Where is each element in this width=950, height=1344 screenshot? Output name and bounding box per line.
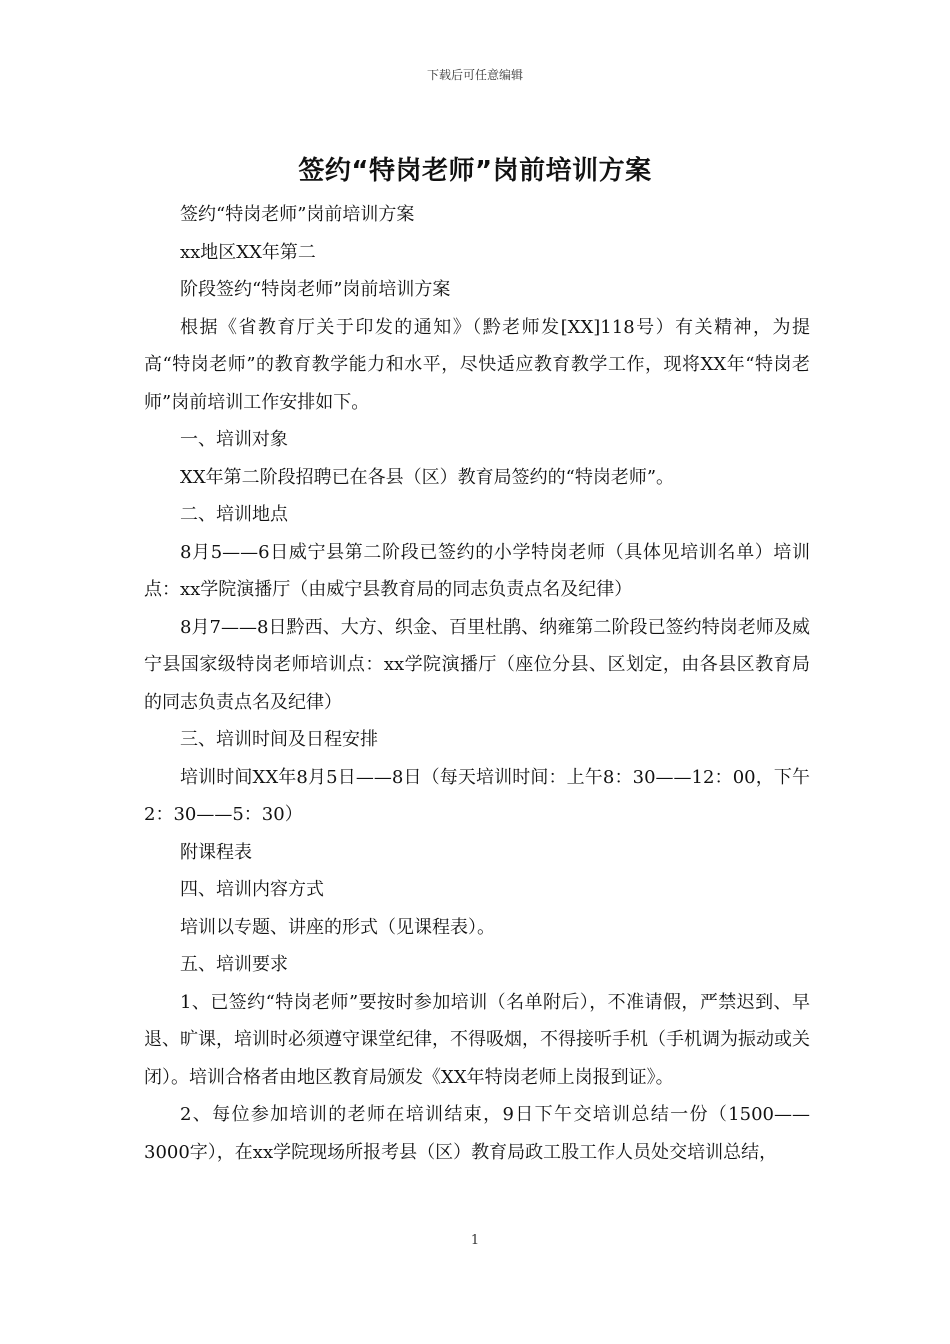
paragraph-region-year: xx地区XX年第二 [180, 241, 316, 263]
paragraph-subtitle: 签约“特岗老师”岗前培训方案 [180, 204, 415, 225]
section-heading-location: 二、培训地点 [180, 504, 288, 525]
document-body [144, 196, 810, 1171]
section-heading-schedule: 三、培训时间及日程安排 [180, 729, 378, 750]
section-heading-targets: 一、培训对象 [180, 429, 288, 450]
paragraph-requirement-2: 2、每位参加培训的老师在培训结束，9日下午交培训总结一份（1500——3000字），在xx学院现场所报考县（区）教育局政工股工作人员处交培训总结， [144, 1104, 810, 1163]
paragraph-location-1: 8月5——6日威宁县第二阶段已签约的小学特岗老师（具体见培训名单）培训点：xx学院演播厅（由威宁县教育局的同志负责点名及纪律） [144, 541, 810, 600]
page-number: 1 [470, 1233, 480, 1248]
section-heading-content: 四、培训内容方式 [180, 879, 324, 900]
document-title: 签约“特岗老师”岗前培训方案 [298, 156, 652, 186]
section-heading-requirements: 五、培训要求 [180, 954, 288, 975]
paragraph-course-table: 附课程表 [180, 841, 252, 863]
paragraph-intro: 根据《省教育厅关于印发的通知》（黔老师发[XX]118号）有关精神，为提高“特岗老师”的教育教学能力和水平，尽快适应教育教学工作，现将XX年“特岗老师”岗前培训工作安排如下。 [144, 316, 810, 413]
paragraph-location-2: 8月7——8日黔西、大方、织金、百里杜鹃、纳雍第二阶段已签约特岗老师及威宁县国家级特岗老师培训点：xx学院演播厅（座位分县、区划定，由各县区教育局的同志负责点名及纪律） [144, 616, 810, 713]
paragraph-content: 培训以专题、讲座的形式（见课程表）。 [180, 916, 495, 938]
paragraph-stage-title: 阶段签约“特岗老师”岗前培训方案 [180, 279, 451, 300]
paragraph-schedule: 培训时间XX年8月5日——8日（每天培训时间：上午8：30——12：00，下午2：30——5：30） [144, 766, 810, 825]
page-header-note: 下载后可任意编辑 [426, 68, 523, 82]
paragraph-requirement-1: 1、已签约“特岗老师”要按时参加培训（名单附后），不准请假，严禁迟到、早退、旷课，培训时必须遵守课堂纪律，不得吸烟，不得接听手机（手机调为振动或关闭）。培训合格者由地区教育局颁发《XX年特岗老师上岗报到证》。 [144, 991, 810, 1088]
paragraph-targets: XX年第二阶段招聘已在各县（区）教育局签约的“特岗老师”。 [180, 466, 675, 488]
